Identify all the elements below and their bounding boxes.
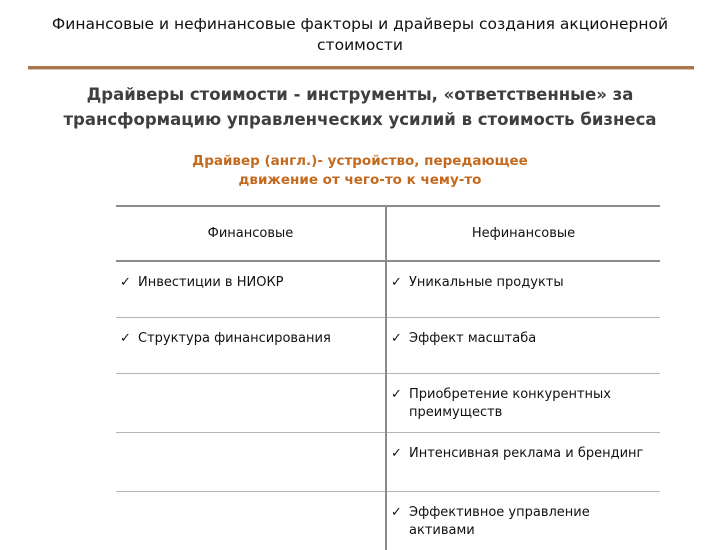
table-row bbox=[116, 433, 660, 492]
financial-driver: Инвестиции в НИОКР bbox=[138, 274, 381, 292]
table-cell bbox=[386, 492, 660, 550]
table-cell-empty bbox=[116, 492, 386, 550]
table-row bbox=[116, 318, 660, 374]
table-row bbox=[116, 492, 660, 550]
table-cell-empty bbox=[116, 433, 386, 492]
check-icon: ✓ bbox=[391, 386, 409, 404]
check-icon: ✓ bbox=[391, 274, 409, 292]
list-item bbox=[120, 274, 381, 292]
table-cell bbox=[386, 374, 660, 433]
check-icon: ✓ bbox=[120, 330, 138, 348]
table-cell-empty bbox=[116, 374, 386, 433]
drivers-table bbox=[116, 205, 660, 550]
list-item bbox=[391, 330, 656, 348]
table-cell bbox=[386, 433, 660, 492]
header-financial: Финансовые bbox=[116, 206, 386, 261]
table-cell bbox=[116, 261, 386, 318]
table-header-row bbox=[116, 206, 660, 261]
check-icon: ✓ bbox=[391, 330, 409, 348]
check-icon: ✓ bbox=[391, 445, 409, 463]
title-divider bbox=[28, 66, 694, 70]
list-item bbox=[391, 386, 656, 422]
header-nonfinancial: Нефинансовые bbox=[386, 206, 660, 261]
list-item bbox=[120, 330, 381, 348]
table-row bbox=[116, 374, 660, 433]
subtitle: Драйверы стоимости - инструменты, «ответственные» за трансформацию управленческих усилий в стоимость бизнеса bbox=[60, 82, 660, 132]
list-item bbox=[391, 274, 656, 292]
table-cell bbox=[116, 318, 386, 374]
list-item bbox=[391, 445, 656, 463]
slide-title: Финансовые и нефинансовые факторы и драйверы создания акционерной стоимости bbox=[40, 14, 680, 56]
check-icon: ✓ bbox=[120, 274, 138, 292]
financial-driver: Структура финансирования bbox=[138, 330, 381, 348]
table-cell bbox=[386, 261, 660, 318]
nonfinancial-driver: Уникальные продукты bbox=[409, 274, 656, 292]
nonfinancial-driver: Интенсивная реклама и брендинг bbox=[409, 445, 656, 463]
table-row bbox=[116, 261, 660, 318]
check-icon: ✓ bbox=[391, 504, 409, 522]
nonfinancial-driver: Эффект масштаба bbox=[409, 330, 656, 348]
driver-definition: Драйвер (англ.)- устройство, передающее движение от чего-то к чему-то bbox=[180, 152, 540, 190]
table-cell bbox=[386, 318, 660, 374]
nonfinancial-driver: Эффективное управление активами bbox=[409, 504, 656, 540]
nonfinancial-driver: Приобретение конкурентных преимуществ bbox=[409, 386, 656, 422]
list-item bbox=[391, 504, 656, 540]
